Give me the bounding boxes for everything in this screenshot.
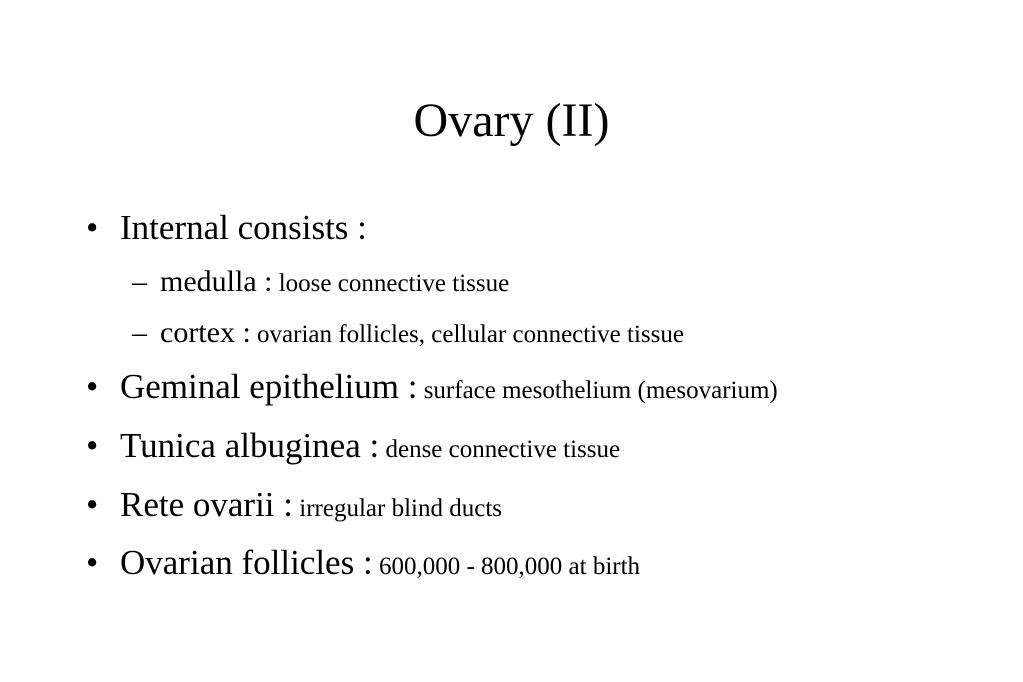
sub-bullet-term: cortex : [160, 316, 251, 349]
bullet-marker: • [86, 543, 99, 582]
bullet-marker: • [86, 426, 99, 465]
bullet-term: Geminal epithelium : [120, 367, 418, 406]
dash-marker: – [132, 265, 147, 298]
bullet-term: Internal consists : [120, 208, 367, 247]
sub-bullet-term: medulla : [160, 265, 273, 298]
bullet-detail: surface mesothelium (mesovarium) [417, 377, 778, 404]
slide-title: Ovary (II) [413, 94, 610, 147]
bullet-term: Tunica albuginea : [120, 426, 380, 465]
sub-bullet-detail: loose connective tissue [272, 270, 510, 297]
bullet-detail: 600,000 - 800,000 at birth [372, 553, 641, 580]
bullet-marker: • [86, 485, 99, 524]
bullet-marker: • [86, 367, 99, 406]
sub-bullet-detail: ovarian follicles, cellular connective tissue [250, 321, 684, 348]
dash-marker: – [132, 316, 147, 349]
bullet-marker: • [86, 208, 99, 247]
bullet-term: Rete ovarii : [120, 485, 294, 524]
bullet-detail: dense connective tissue [379, 436, 621, 463]
bullet-detail: irregular blind ducts [293, 495, 502, 522]
bullet-term: Ovarian follicles : [120, 543, 373, 582]
